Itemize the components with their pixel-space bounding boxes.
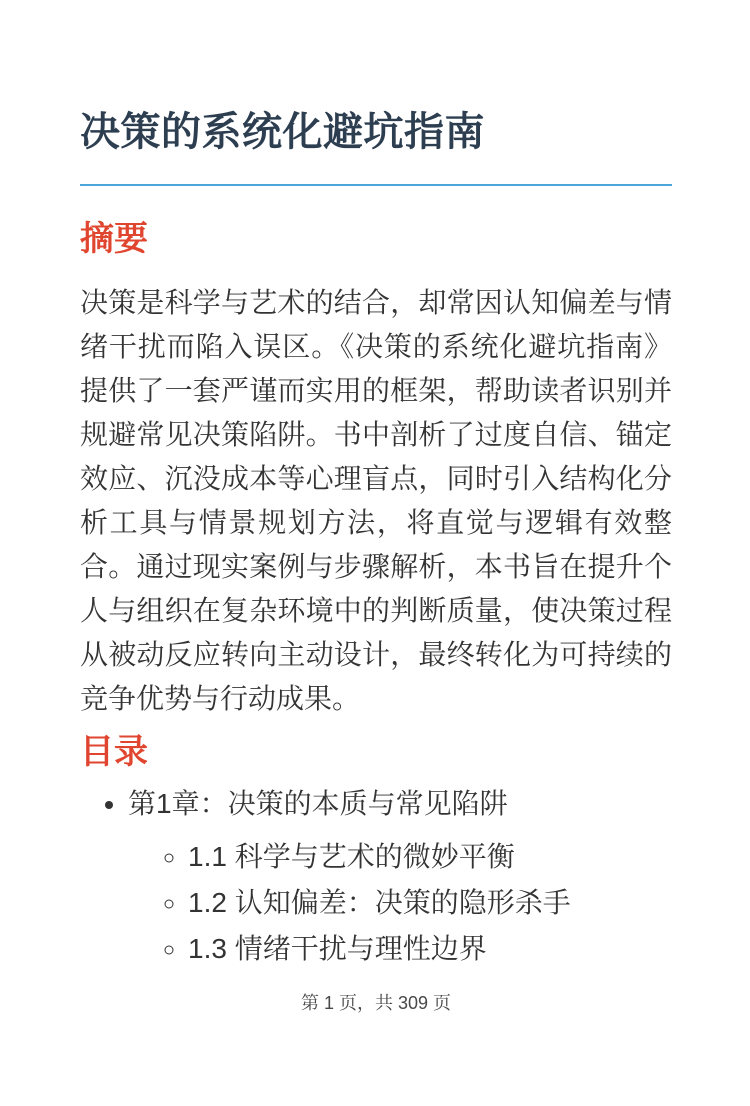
toc-subitem: ◦ 1.3 情绪干扰与理性边界 xyxy=(188,926,672,972)
abstract-paragraph: 决策是科学与艺术的结合，却常因认知偏差与情绪干扰而陷入误区。《决策的系统化避坑指南》提供了一套严谨而实用的框架，帮助读者识别并规避常见决策陷阱。书中剖析了过度自信、锚定效应、沉没成本等心理盲点，同时引入结构化分析工具与情景规划方法，将直觉与逻辑有效整合。通过现实案例与步骤解析，本书旨在提升个人与组织在复杂环境中的判断质量，使决策过程从被动反应转向主动设计，最终转化为可持续的竞争优势与行动成果。 xyxy=(80,287,672,714)
page-title: 决策的系统化避坑指南 xyxy=(80,110,485,154)
toc-subitem: ◦ 1.2 认知偏差：决策的隐形杀手 xyxy=(188,880,672,926)
document-page xyxy=(0,106,750,1106)
title-divider xyxy=(80,184,672,186)
page-number-footer: 第 1 页，共 309 页 xyxy=(300,993,452,1013)
abstract-heading: 摘要 xyxy=(80,220,148,258)
toc-subitem: ◦ 1.1 科学与艺术的微妙平衡 xyxy=(188,834,672,880)
toc-chapter-item xyxy=(128,782,672,972)
toc-list xyxy=(80,782,672,972)
toc-sublist xyxy=(128,834,672,972)
toc-heading: 目录 xyxy=(80,733,148,771)
toc-chapter-label: 第1章：决策的本质与常见陷阱 xyxy=(128,788,508,819)
